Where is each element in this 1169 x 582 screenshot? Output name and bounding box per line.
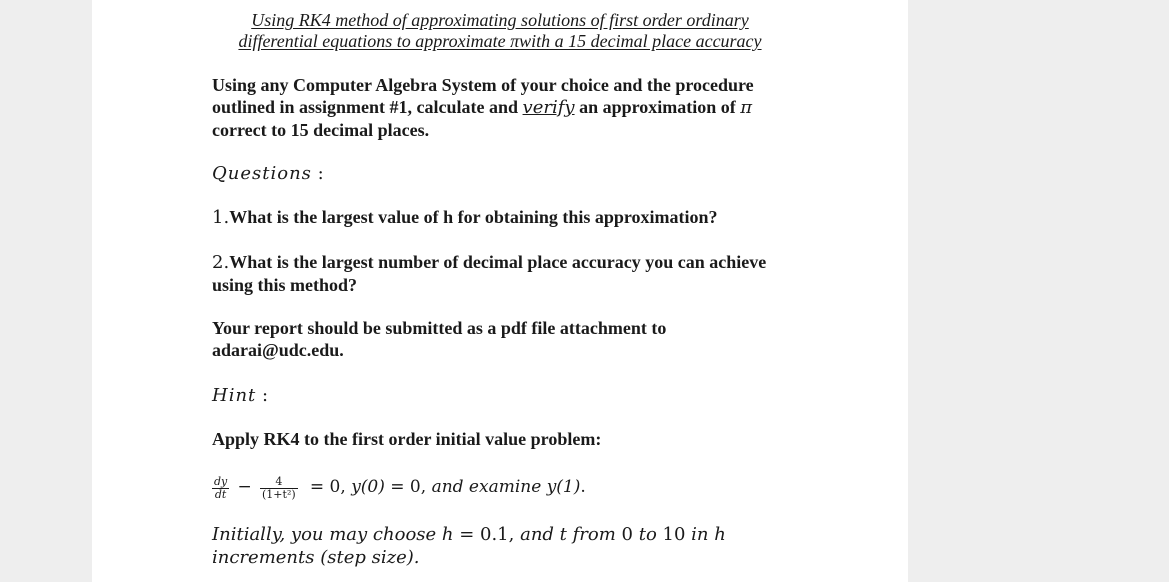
dy-dt-fraction bbox=[212, 476, 229, 501]
question-2-line-2: using this method? bbox=[212, 275, 358, 295]
h-variable-2: h bbox=[714, 524, 726, 545]
document-title-line-2 bbox=[92, 31, 908, 52]
document-title-line-1 bbox=[92, 10, 908, 31]
minus-sign: − bbox=[237, 477, 252, 497]
dy-numerator: dy bbox=[214, 474, 228, 488]
y-of-zero: y(0) bbox=[351, 477, 385, 497]
h-value: = 0.1, bbox=[453, 524, 521, 545]
question-1-text: What is the largest value of h for obtaining this approximation? bbox=[229, 207, 718, 227]
report-paragraph bbox=[212, 317, 812, 361]
verify-word: verify bbox=[522, 97, 575, 118]
y-of-one: y(1) bbox=[546, 477, 581, 497]
question-1 bbox=[212, 206, 812, 229]
intro-line-2 bbox=[212, 96, 812, 119]
report-email: adarai@udc.edu. bbox=[212, 340, 344, 360]
question-1-number: 1. bbox=[212, 207, 230, 228]
intro-line-2b: an approximation of bbox=[574, 97, 741, 117]
and-word: and bbox=[520, 524, 560, 545]
range-end: 10 bbox=[662, 524, 686, 545]
hint-heading-text: Hint bbox=[212, 385, 257, 406]
questions-heading-text: Questions bbox=[212, 163, 312, 184]
equation-period: . bbox=[580, 477, 586, 497]
intro-line-3: correct to 15 decimal places. bbox=[212, 120, 430, 140]
document-page bbox=[92, 0, 908, 582]
question-2-number: 2. bbox=[212, 252, 230, 273]
intro-line-1: Using any Computer Algebra System of your choice and the procedure bbox=[212, 75, 754, 95]
title-text-1: Using RK4 method of approximating solutions of first order ordinary bbox=[251, 10, 749, 30]
intro-line-2a: outlined in assignment #1, calculate and bbox=[212, 97, 523, 117]
initially-paragraph bbox=[212, 523, 812, 569]
dt-denominator: dt bbox=[214, 487, 227, 501]
apply-text: Apply RK4 to the first order initial value problem: bbox=[212, 429, 602, 449]
intro-pi-symbol: π bbox=[740, 97, 753, 118]
initially-line-2 bbox=[212, 546, 812, 569]
question-2 bbox=[212, 251, 812, 296]
initially-text: Initially, you may choose bbox=[212, 524, 442, 545]
h-variable: h bbox=[441, 524, 454, 545]
intro-paragraph bbox=[212, 74, 812, 141]
questions-colon: : bbox=[311, 163, 324, 184]
questions-heading bbox=[212, 162, 812, 185]
title-text-2b: with a 15 decimal place accuracy bbox=[519, 31, 762, 51]
title-pi-symbol: π bbox=[510, 31, 520, 51]
in-word: in bbox=[685, 524, 715, 545]
step-size-text: (step size). bbox=[320, 547, 420, 568]
t-variable: t bbox=[559, 524, 567, 545]
ode-equation bbox=[212, 471, 812, 503]
equals-zero: = 0, bbox=[309, 477, 352, 497]
question-2-line-1: What is the largest number of decimal place accuracy you can achieve bbox=[229, 252, 767, 272]
increments-word: increments bbox=[212, 547, 321, 568]
range-start: 0 bbox=[621, 524, 633, 545]
one-plus-t-squared: (1+t²) bbox=[262, 487, 296, 501]
four-numerator: 4 bbox=[260, 476, 298, 489]
hint-heading bbox=[212, 384, 812, 407]
and-examine-text: and examine bbox=[431, 477, 547, 497]
initially-line-1 bbox=[212, 523, 812, 546]
hint-colon: : bbox=[256, 385, 269, 406]
equals-zero-2: = 0, bbox=[384, 477, 432, 497]
from-word: from bbox=[566, 524, 622, 545]
to-word: to bbox=[632, 524, 663, 545]
apply-paragraph bbox=[212, 428, 812, 450]
title-text-2a: differential equations to approximate bbox=[238, 31, 511, 51]
report-line-1: Your report should be submitted as a pdf file attachment to bbox=[212, 318, 667, 338]
four-over-fraction bbox=[260, 476, 298, 501]
